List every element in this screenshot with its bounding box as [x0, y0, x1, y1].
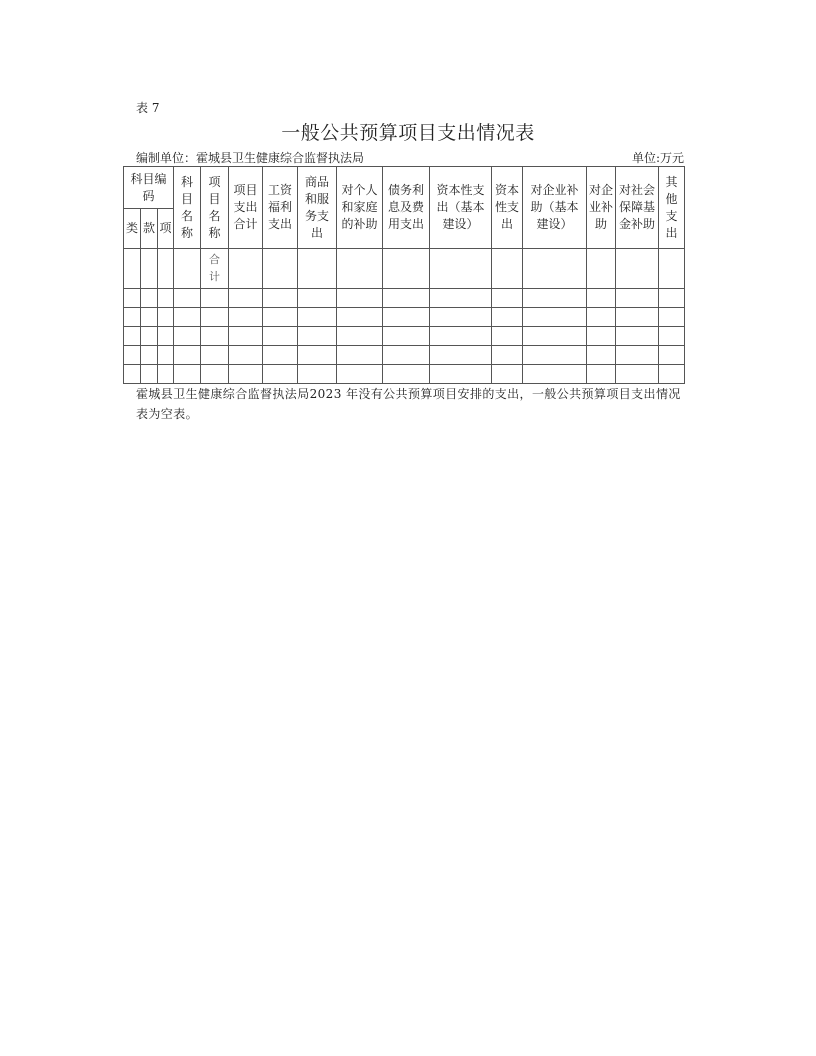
table-cell: [587, 327, 616, 346]
table-cell: [383, 249, 430, 289]
header-goods: 商品和服务支出: [298, 167, 337, 249]
table-row: [124, 308, 685, 327]
table-cell: [124, 249, 141, 289]
table-cell: [263, 289, 298, 308]
header-lei: 类: [124, 209, 141, 249]
table-cell: [174, 308, 201, 327]
table-cell: [124, 289, 141, 308]
header-capital: 资本性支出: [492, 167, 523, 249]
table-cell: [141, 249, 158, 289]
footnote: 霍城县卫生健康综合监督执法局2023 年没有公共预算项目安排的支出，一般公共预算项目支出情况表为空表。: [136, 387, 681, 421]
table-cell: [229, 327, 263, 346]
table-number: 表 7: [136, 101, 160, 115]
table-cell: [616, 289, 659, 308]
header-row-1: [124, 167, 685, 209]
table-cell: [263, 346, 298, 365]
table-cell: [263, 365, 298, 384]
table-cell: [587, 249, 616, 289]
table-cell: [492, 249, 523, 289]
table-cell: [337, 346, 383, 365]
table-cell: [174, 365, 201, 384]
table-cell: [430, 249, 492, 289]
table-row: [124, 365, 685, 384]
table-cell: [523, 308, 587, 327]
table-cell: [201, 365, 229, 384]
table-cell: [201, 308, 229, 327]
table-cell: [337, 289, 383, 308]
table-cell: [124, 365, 141, 384]
header-personal: 对个人和家庭的补助: [337, 167, 383, 249]
table-cell: [523, 365, 587, 384]
table-cell: [263, 327, 298, 346]
header-social: 对社会保障基金补助: [616, 167, 659, 249]
table-cell: [616, 346, 659, 365]
table-cell: [430, 365, 492, 384]
table-cell: [659, 327, 685, 346]
table-cell: [337, 327, 383, 346]
table-cell: [587, 346, 616, 365]
table-cell: [383, 289, 430, 308]
table-cell: [492, 289, 523, 308]
table-cell: [587, 308, 616, 327]
table-cell: [616, 249, 659, 289]
table-cell: [616, 308, 659, 327]
table-cell: [659, 289, 685, 308]
table-cell: [337, 308, 383, 327]
table-cell: [523, 346, 587, 365]
table-cell: [337, 365, 383, 384]
table-cell: [229, 289, 263, 308]
unit-label: 单位:万元: [631, 151, 684, 165]
table-cell: [298, 346, 337, 365]
table-cell: [158, 327, 174, 346]
header-subject-code: 科目编码: [124, 167, 174, 209]
table-cell: [587, 289, 616, 308]
header-wages: 工资福利支出: [263, 167, 298, 249]
budget-table: [123, 166, 685, 384]
table-cell: [263, 308, 298, 327]
table-cell: [174, 289, 201, 308]
table-cell: [229, 365, 263, 384]
table-cell: [201, 346, 229, 365]
table-cell: [229, 249, 263, 289]
document-title: 一般公共预算项目支出情况表: [281, 122, 535, 144]
header-xiang: 项: [158, 209, 174, 249]
table-cell: [201, 289, 229, 308]
table-cell: [141, 346, 158, 365]
table-cell: [229, 308, 263, 327]
header-other: 其他支出: [659, 167, 685, 249]
table-cell: [158, 346, 174, 365]
header-enterprise-construction: 对企业补助（基本建设）: [523, 167, 587, 249]
header-total: 项目支出合计: [229, 167, 263, 249]
table-cell: [141, 289, 158, 308]
table-row: [124, 327, 685, 346]
table-cell: [659, 346, 685, 365]
table-cell: [492, 308, 523, 327]
header-subject-name: 科目名称: [174, 167, 201, 249]
table-cell: [523, 249, 587, 289]
table-cell: [659, 365, 685, 384]
table-cell: [430, 346, 492, 365]
table-cell: [158, 249, 174, 289]
table-cell: [298, 308, 337, 327]
header-project-name: 项目名称: [201, 167, 229, 249]
table-cell: [430, 327, 492, 346]
table-cell: [298, 365, 337, 384]
header-enterprise: 对企业补助: [587, 167, 616, 249]
table-cell: [616, 327, 659, 346]
table-cell: [174, 346, 201, 365]
header-capital-construction: 资本性支出（基本建设）: [430, 167, 492, 249]
table-cell: [298, 327, 337, 346]
header-kuan: 款: [141, 209, 158, 249]
table-cell: [174, 327, 201, 346]
table-cell: [174, 249, 201, 289]
table-cell: [337, 249, 383, 289]
table-cell: [587, 365, 616, 384]
table-cell: [124, 308, 141, 327]
total-label: 合计: [201, 249, 229, 289]
table-cell: [201, 327, 229, 346]
header-debt: 债务利息及费用支出: [383, 167, 430, 249]
table-cell: [263, 249, 298, 289]
table-cell: [124, 327, 141, 346]
table-cell: [383, 346, 430, 365]
table-cell: [124, 346, 141, 365]
table-cell: [298, 249, 337, 289]
table-cell: [430, 289, 492, 308]
table-cell: [383, 327, 430, 346]
table-cell: [158, 308, 174, 327]
table-cell: [523, 289, 587, 308]
table-cell: [523, 327, 587, 346]
table-cell: [298, 289, 337, 308]
table-cell: [492, 365, 523, 384]
table-cell: [158, 365, 174, 384]
table-cell: [383, 308, 430, 327]
table-cell: [383, 365, 430, 384]
table-cell: [141, 327, 158, 346]
table-cell: [659, 308, 685, 327]
table-row: [124, 289, 685, 308]
table-cell: [659, 249, 685, 289]
empty-rows: [124, 289, 685, 384]
table-cell: [229, 346, 263, 365]
table-row: [124, 346, 685, 365]
table-cell: [492, 346, 523, 365]
table-cell: [430, 308, 492, 327]
org-label: 编制单位：霍城县卫生健康综合监督执法局: [136, 151, 365, 165]
total-row: [124, 249, 685, 289]
table-cell: [141, 308, 158, 327]
table-cell: [141, 365, 158, 384]
table-cell: [492, 327, 523, 346]
meta-row: [136, 149, 684, 166]
table-cell: [158, 289, 174, 308]
table-cell: [616, 365, 659, 384]
